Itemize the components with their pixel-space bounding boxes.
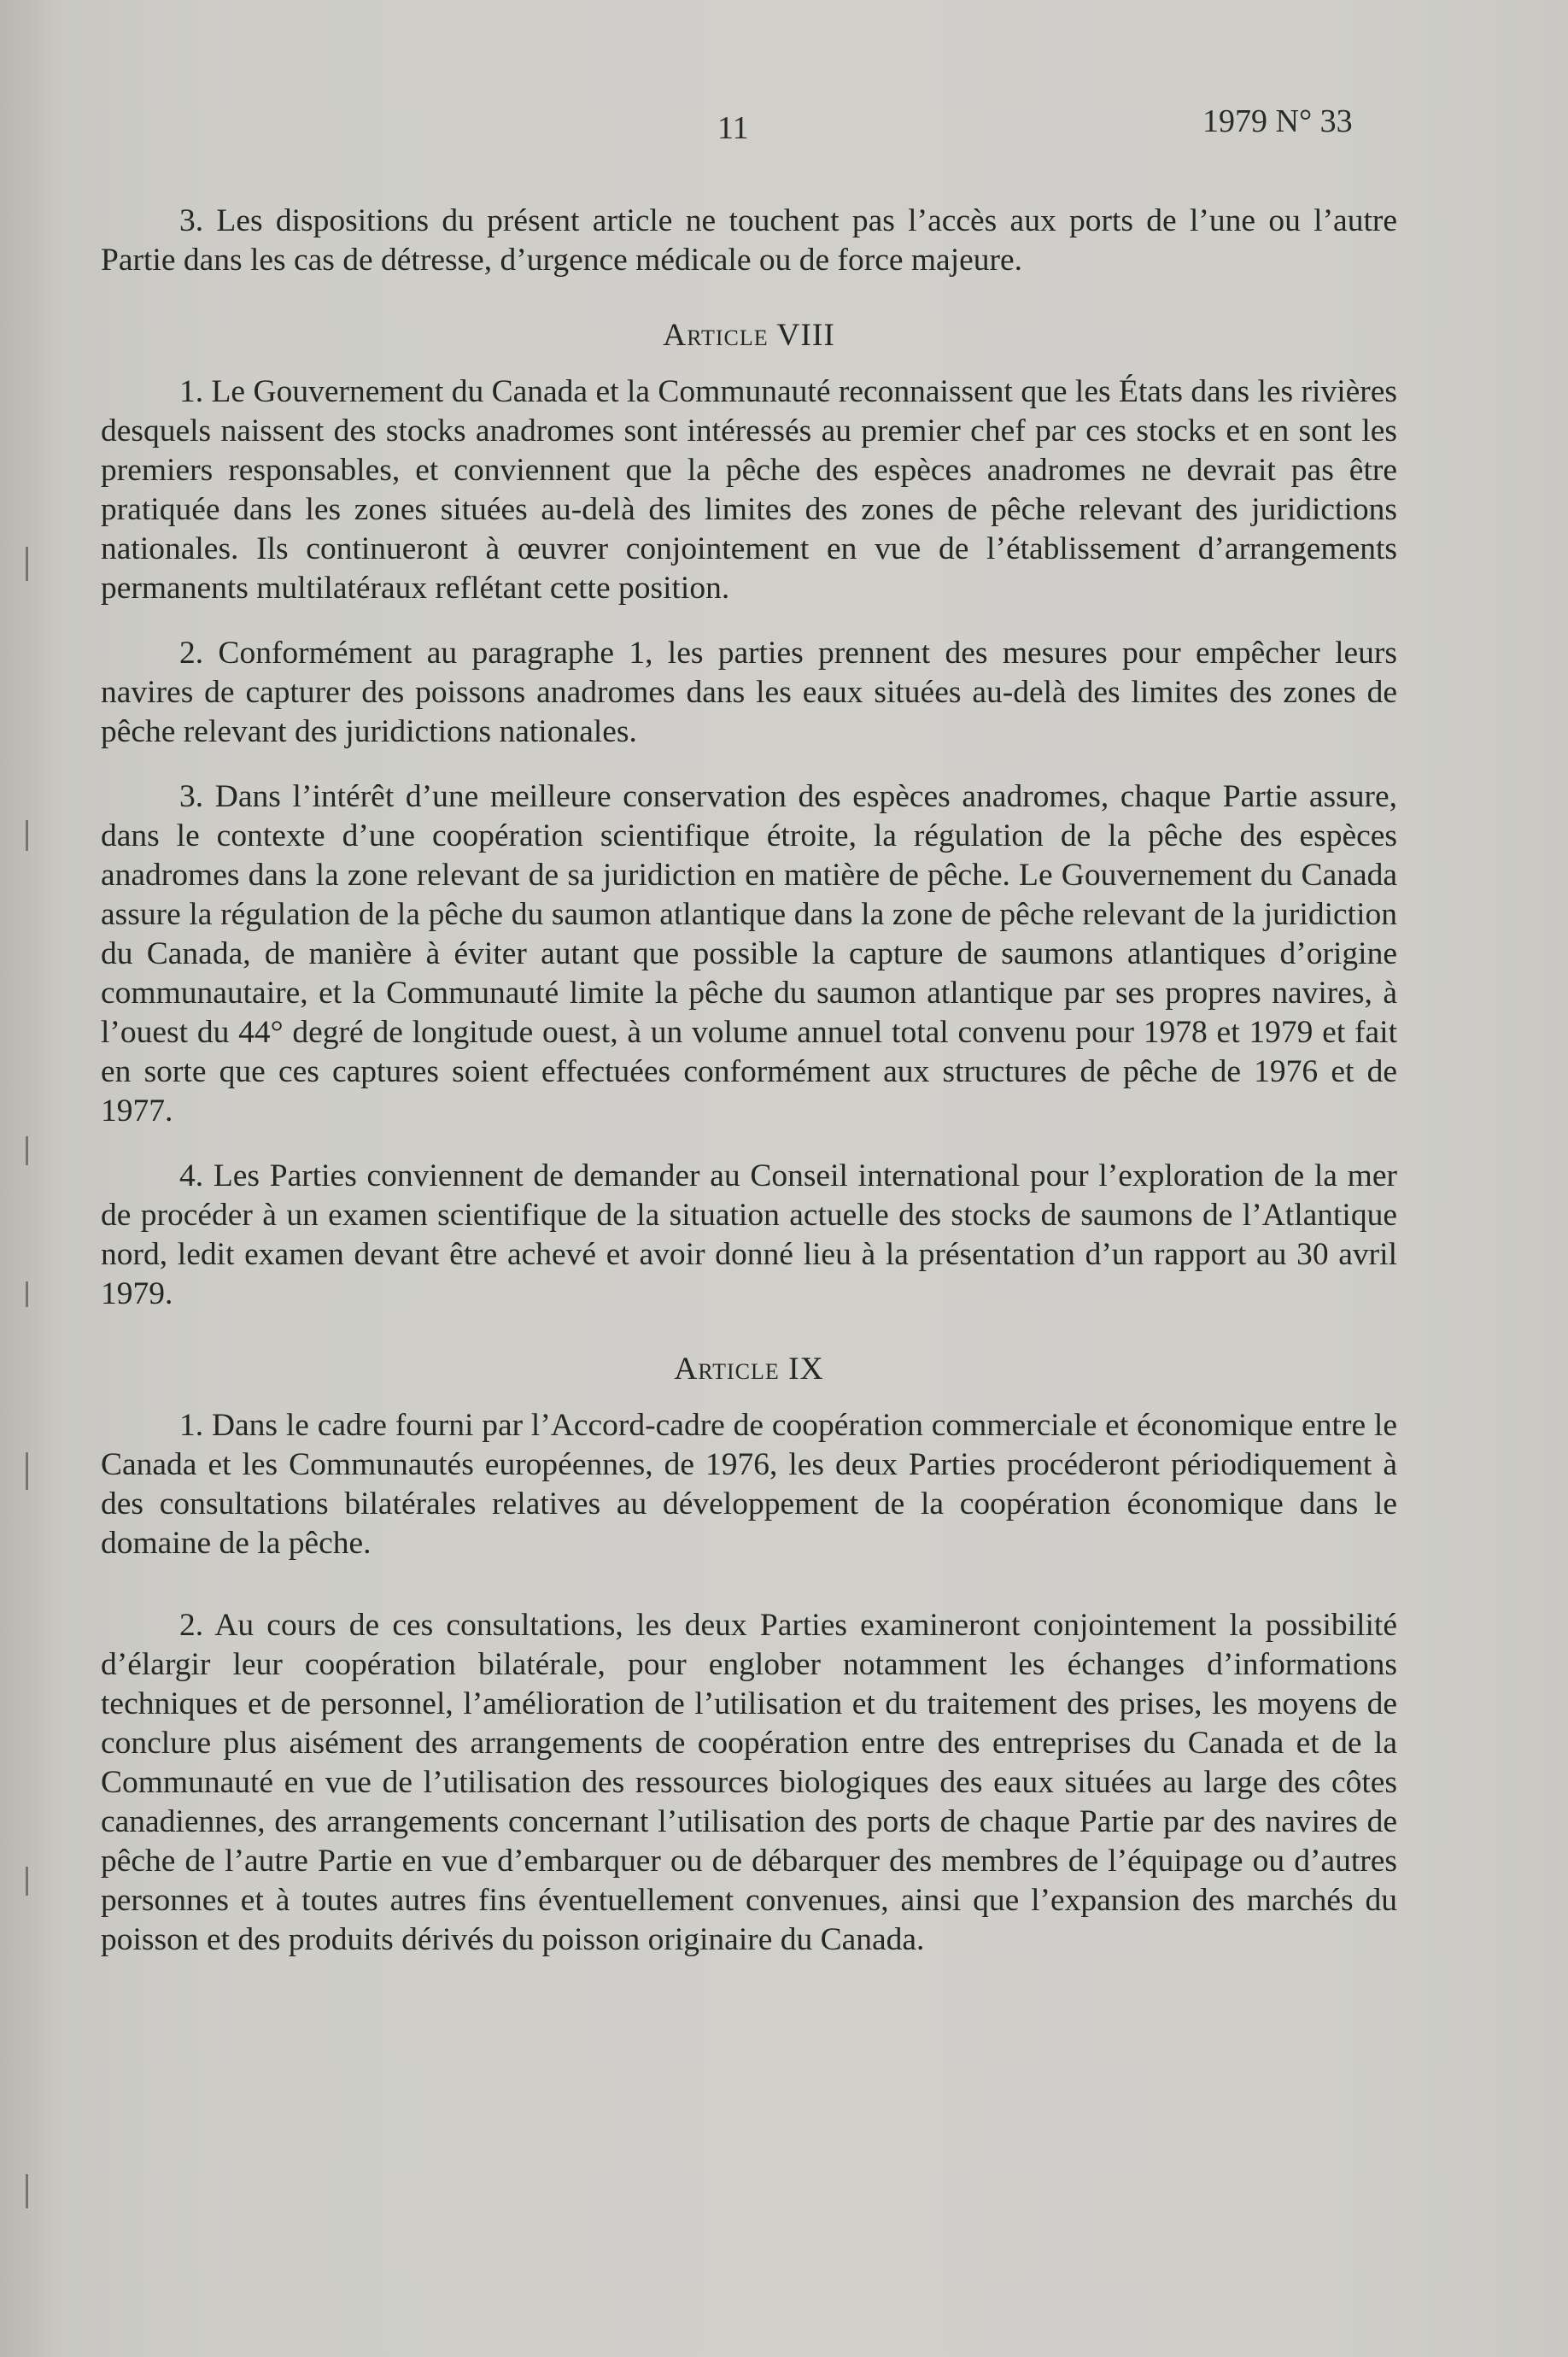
page-header bbox=[0, 103, 1568, 154]
page-number: 11 bbox=[717, 110, 749, 146]
article-viii-paragraph-4: 4. Les Parties conviennent de demander au Conseil international pour l’exploration de la mer de procéder à un examen scientifique de la situation actuelle des stocks de saumons de l’Atlantique nord, ledit examen devant être achevé et avoir donné lieu à la présentation d’un rapport au 30 avril 1979. bbox=[101, 1158, 1397, 1311]
article-viii-paragraph-1: 1. Le Gouvernement du Canada et la Communauté reconnaissent que les États dans les rivières desquels naissent des stocks anadromes sont intéressés au premier chef par ces stocks et en sont les premiers responsables, et conviennent que la pêche des espèces anadromes ne devrait pas être pratiquée dans les zones situées au-delà des limites des zones de pêche relevant des juridictions nationales. Ils continueront à œuvrer conjointement en vue de l’établissement d’arrangements permanents multilatéraux reflétant cette position. bbox=[101, 374, 1397, 606]
article-viii-heading: Article VIII bbox=[663, 318, 835, 353]
binding-marks bbox=[26, 0, 31, 2357]
article-ix-paragraph-2: 2. Au cours de ces consultations, les deux Parties examineront conjointement la possibilité d’élargir leur coopération bilatérale, pour englober notamment les échanges d’informations techniques et de personnel, l’amélioration de l’utilisation et du traitement des prises, les moyens de conclure plus aisément des arrangements de coopération entre des entreprises du Canada et de la Communauté en vue de l’utilisation des ressources biologiques des eaux situées au large des côtes canadiennes, des arrangements concernant l’utilisation des ports de chaque Partie par des navires de pêche de l’autre Partie en vue d’embarquer ou de débarquer des membres de l’équipage ou d’autres personnes et à toutes autres fins éventuellement convenues, ainsi que l’expansion des marchés du poisson et des produits dérivés du poisson originaire du Canada. bbox=[101, 1608, 1397, 1957]
year-and-number: 1979 N° 33 bbox=[1202, 103, 1353, 139]
article-ix-paragraph-1: 1. Dans le cadre fourni par l’Accord-cadre de coopération commerciale et économique entre le Canada et les Communautés européennes, de 1976, les deux Parties procéderont périodiquement à des consultations bilatérales relatives au développement de la coopération économique dans le domaine de la pêche. bbox=[101, 1408, 1397, 1561]
article-viii-paragraph-3: 3. Dans l’intérêt d’une meilleure conservation des espèces anadromes, chaque Partie assure, dans le contexte d’une coopération scientifique étroite, la régulation de la pêche des espèces anadromes dans la zone relevant de sa juridiction en matière de pêche. Le Gouvernement du Canada assure la régulation de la pêche du saumon atlantique dans la zone de pêche relevant de la juridiction du Canada, de manière à éviter autant que possible la capture de saumons atlantiques d’origine communautaire, et la Communauté limite la pêche du saumon atlantique par ses propres navires, à l’ouest du 44° degré de longitude ouest, à un volume annuel total convenu pour 1978 et 1979 et fait en sorte que ces captures soient effectuées conformément aux structures de pêche de 1976 et de 1977. bbox=[101, 779, 1397, 1129]
article-vii-paragraph-3: 3. Les dispositions du présent article ne touchent pas l’accès aux ports de l’une ou l’autre Partie dans les cas de détresse, d’urgence médicale ou de force majeure. bbox=[101, 203, 1397, 278]
article-viii-paragraph-2: 2. Conformément au paragraphe 1, les parties prennent des mesures pour empêcher leurs navires de capturer des poissons anadromes dans les eaux situées au-delà des limites des zones de pêche relevant des juridictions nationales. bbox=[101, 636, 1397, 749]
document-body bbox=[101, 202, 1397, 1985]
article-ix-heading: Article IX bbox=[674, 1351, 824, 1387]
